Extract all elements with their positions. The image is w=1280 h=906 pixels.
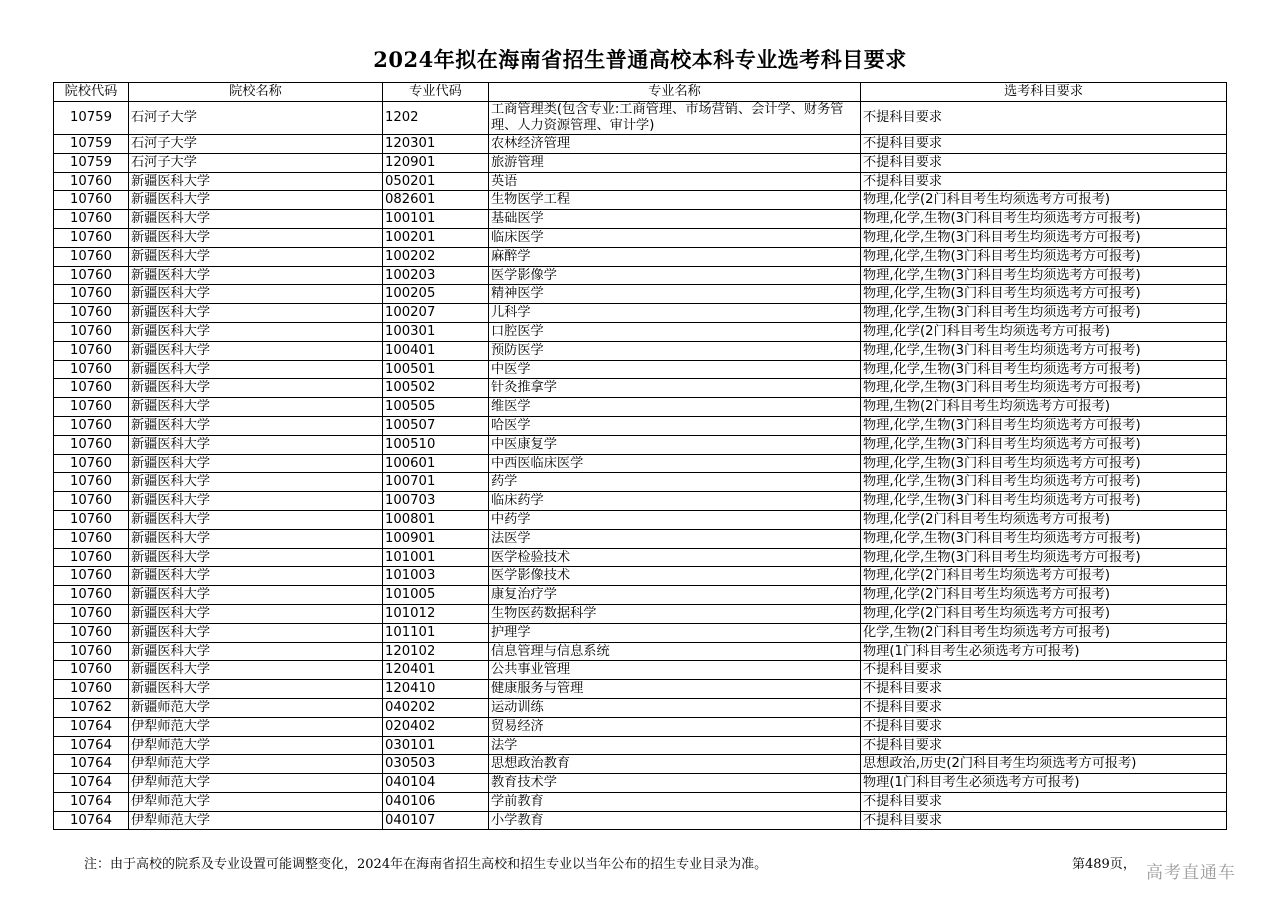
table-row — [54, 661, 1227, 680]
major-name-cell: 教育技术学 — [489, 774, 861, 793]
requirement-cell: 不提科目要求 — [861, 698, 1227, 717]
major-name-cell: 精神医学 — [489, 285, 861, 304]
requirement-cell: 不提科目要求 — [861, 153, 1227, 172]
major-name-cell: 预防医学 — [489, 341, 861, 360]
school-code-cell: 10760 — [54, 228, 129, 247]
major-code-cell: 120301 — [383, 135, 489, 154]
school-code-cell: 10764 — [54, 736, 129, 755]
school-code-cell: 10759 — [54, 102, 129, 135]
table-row — [54, 811, 1227, 830]
major-name-cell: 运动训练 — [489, 698, 861, 717]
watermark: 高考直通车 — [1146, 863, 1236, 883]
major-code-cell: 100502 — [383, 379, 489, 398]
major-code-cell: 050201 — [383, 172, 489, 191]
major-name-cell: 公共事业管理 — [489, 661, 861, 680]
major-code-cell: 120102 — [383, 642, 489, 661]
table-row — [54, 642, 1227, 661]
table-row — [54, 322, 1227, 341]
requirement-cell: 不提科目要求 — [861, 102, 1227, 135]
school-code-cell: 10764 — [54, 755, 129, 774]
major-code-cell: 101012 — [383, 604, 489, 623]
school-code-cell: 10759 — [54, 153, 129, 172]
major-name-cell: 儿科学 — [489, 304, 861, 323]
school-name-cell: 新疆医科大学 — [129, 680, 383, 699]
major-code-cell: 100901 — [383, 529, 489, 548]
requirement-cell: 不提科目要求 — [861, 811, 1227, 830]
school-name-cell: 新疆医科大学 — [129, 492, 383, 511]
major-name-cell: 维医学 — [489, 398, 861, 417]
major-name-cell: 旅游管理 — [489, 153, 861, 172]
requirement-cell: 物理,化学(2门科目考生均须选考方可报考) — [861, 586, 1227, 605]
major-name-cell: 学前教育 — [489, 792, 861, 811]
major-name-cell: 中医康复学 — [489, 435, 861, 454]
table-row — [54, 755, 1227, 774]
table-row — [54, 510, 1227, 529]
table-row — [54, 360, 1227, 379]
school-code-cell: 10760 — [54, 172, 129, 191]
table-body — [54, 102, 1227, 830]
major-name-cell: 健康服务与管理 — [489, 680, 861, 699]
major-code-cell: 020402 — [383, 717, 489, 736]
school-name-cell: 新疆医科大学 — [129, 322, 383, 341]
school-code-cell: 10760 — [54, 454, 129, 473]
school-name-cell: 新疆医科大学 — [129, 341, 383, 360]
requirement-cell: 物理,化学,生物(3门科目考生均须选考方可报考) — [861, 454, 1227, 473]
school-code-cell: 10760 — [54, 341, 129, 360]
school-code-cell: 10760 — [54, 210, 129, 229]
table-row — [54, 341, 1227, 360]
table-row — [54, 285, 1227, 304]
school-code-cell: 10764 — [54, 792, 129, 811]
major-code-cell: 100207 — [383, 304, 489, 323]
major-code-cell: 040202 — [383, 698, 489, 717]
school-code-cell: 10762 — [54, 698, 129, 717]
major-name-cell: 信息管理与信息系统 — [489, 642, 861, 661]
table-row — [54, 548, 1227, 567]
school-name-cell: 新疆医科大学 — [129, 210, 383, 229]
major-name-cell: 贸易经济 — [489, 717, 861, 736]
school-code-cell: 10760 — [54, 322, 129, 341]
major-name-cell: 中西医临床医学 — [489, 454, 861, 473]
requirement-cell: 不提科目要求 — [861, 736, 1227, 755]
school-name-cell: 石河子大学 — [129, 102, 383, 135]
table-row — [54, 172, 1227, 191]
major-name-cell: 口腔医学 — [489, 322, 861, 341]
major-code-cell: 040104 — [383, 774, 489, 793]
footnote: 注：由于高校的院系及专业设置可能调整变化，2024年在海南省招生高校和招生专业以当年公布的招生专业目录为准。 — [84, 857, 768, 872]
major-code-cell: 100201 — [383, 228, 489, 247]
major-name-cell: 法医学 — [489, 529, 861, 548]
table-row — [54, 717, 1227, 736]
header-major-code: 专业代码 — [383, 83, 489, 102]
school-name-cell: 新疆医科大学 — [129, 304, 383, 323]
school-name-cell: 新疆医科大学 — [129, 454, 383, 473]
school-name-cell: 新疆医科大学 — [129, 398, 383, 417]
school-code-cell: 10760 — [54, 623, 129, 642]
major-code-cell: 100701 — [383, 473, 489, 492]
school-name-cell: 新疆师范大学 — [129, 698, 383, 717]
requirement-cell: 物理,生物(2门科目考生均须选考方可报考) — [861, 398, 1227, 417]
requirement-cell: 不提科目要求 — [861, 680, 1227, 699]
school-code-cell: 10760 — [54, 586, 129, 605]
requirement-cell: 物理,化学,生物(3门科目考生均须选考方可报考) — [861, 435, 1227, 454]
school-code-cell: 10760 — [54, 398, 129, 417]
requirement-cell: 物理,化学,生物(3门科目考生均须选考方可报考) — [861, 416, 1227, 435]
major-name-cell: 英语 — [489, 172, 861, 191]
table-row — [54, 529, 1227, 548]
school-code-cell: 10760 — [54, 510, 129, 529]
school-name-cell: 新疆医科大学 — [129, 360, 383, 379]
table-row — [54, 473, 1227, 492]
school-code-cell: 10764 — [54, 774, 129, 793]
school-name-cell: 新疆医科大学 — [129, 416, 383, 435]
school-code-cell: 10760 — [54, 492, 129, 511]
major-code-cell: 101001 — [383, 548, 489, 567]
table-row — [54, 586, 1227, 605]
school-name-cell: 新疆医科大学 — [129, 567, 383, 586]
table-row — [54, 247, 1227, 266]
school-code-cell: 10760 — [54, 360, 129, 379]
major-code-cell: 120410 — [383, 680, 489, 699]
major-name-cell: 工商管理类(包含专业:工商管理、市场营销、会计学、财务管理、人力资源管理、审计学) — [489, 102, 861, 135]
school-code-cell: 10764 — [54, 717, 129, 736]
table-row — [54, 304, 1227, 323]
school-name-cell: 伊犁师范大学 — [129, 755, 383, 774]
table-row — [54, 379, 1227, 398]
table-row — [54, 604, 1227, 623]
major-name-cell: 生物医学工程 — [489, 191, 861, 210]
requirement-cell: 物理,化学,生物(3门科目考生均须选考方可报考) — [861, 210, 1227, 229]
major-code-cell: 101003 — [383, 567, 489, 586]
major-code-cell: 100601 — [383, 454, 489, 473]
school-name-cell: 伊犁师范大学 — [129, 811, 383, 830]
school-name-cell: 新疆医科大学 — [129, 435, 383, 454]
major-code-cell: 120901 — [383, 153, 489, 172]
requirement-cell: 物理,化学(2门科目考生均须选考方可报考) — [861, 510, 1227, 529]
major-name-cell: 医学影像技术 — [489, 567, 861, 586]
requirement-cell: 物理(1门科目考生必须选考方可报考) — [861, 642, 1227, 661]
school-code-cell: 10764 — [54, 811, 129, 830]
table-row — [54, 102, 1227, 135]
document-title: 2024年拟在海南省招生普通高校本科专业选考科目要求 — [373, 47, 907, 72]
table-row — [54, 698, 1227, 717]
school-code-cell: 10760 — [54, 304, 129, 323]
table-row — [54, 210, 1227, 229]
major-name-cell: 思想政治教育 — [489, 755, 861, 774]
table-row — [54, 191, 1227, 210]
requirement-cell: 物理,化学,生物(3门科目考生均须选考方可报考) — [861, 304, 1227, 323]
major-code-cell: 100401 — [383, 341, 489, 360]
major-name-cell: 小学教育 — [489, 811, 861, 830]
major-name-cell: 药学 — [489, 473, 861, 492]
school-code-cell: 10760 — [54, 285, 129, 304]
school-code-cell: 10760 — [54, 379, 129, 398]
school-code-cell: 10760 — [54, 191, 129, 210]
school-name-cell: 伊犁师范大学 — [129, 717, 383, 736]
requirement-cell: 物理,化学(2门科目考生均须选考方可报考) — [861, 604, 1227, 623]
school-name-cell: 新疆医科大学 — [129, 379, 383, 398]
major-name-cell: 临床药学 — [489, 492, 861, 511]
major-code-cell: 100801 — [383, 510, 489, 529]
major-code-cell: 030503 — [383, 755, 489, 774]
header-school-name: 院校名称 — [129, 83, 383, 102]
major-code-cell: 100501 — [383, 360, 489, 379]
major-code-cell: 101005 — [383, 586, 489, 605]
header-major-name: 专业名称 — [489, 83, 861, 102]
school-name-cell: 伊犁师范大学 — [129, 736, 383, 755]
table-row — [54, 153, 1227, 172]
major-name-cell: 法学 — [489, 736, 861, 755]
major-code-cell: 100205 — [383, 285, 489, 304]
major-code-cell: 100510 — [383, 435, 489, 454]
school-name-cell: 石河子大学 — [129, 135, 383, 154]
requirement-cell: 物理,化学,生物(3门科目考生均须选考方可报考) — [861, 529, 1227, 548]
major-name-cell: 哈医学 — [489, 416, 861, 435]
requirement-cell: 物理,化学(2门科目考生均须选考方可报考) — [861, 567, 1227, 586]
school-name-cell: 新疆医科大学 — [129, 247, 383, 266]
major-code-cell: 100507 — [383, 416, 489, 435]
major-name-cell: 护理学 — [489, 623, 861, 642]
school-code-cell: 10760 — [54, 247, 129, 266]
requirement-cell: 物理,化学,生物(3门科目考生均须选考方可报考) — [861, 548, 1227, 567]
major-code-cell: 082601 — [383, 191, 489, 210]
header-subject-requirement: 选考科目要求 — [861, 83, 1227, 102]
major-code-cell: 040106 — [383, 792, 489, 811]
school-name-cell: 新疆医科大学 — [129, 285, 383, 304]
major-name-cell: 临床医学 — [489, 228, 861, 247]
major-name-cell: 医学影像学 — [489, 266, 861, 285]
table-header-row — [54, 83, 1227, 102]
table-row — [54, 228, 1227, 247]
school-name-cell: 伊犁师范大学 — [129, 792, 383, 811]
school-name-cell: 伊犁师范大学 — [129, 774, 383, 793]
school-name-cell: 新疆医科大学 — [129, 586, 383, 605]
major-code-cell: 030101 — [383, 736, 489, 755]
school-code-cell: 10760 — [54, 266, 129, 285]
school-name-cell: 新疆医科大学 — [129, 172, 383, 191]
requirement-cell: 物理,化学(2门科目考生均须选考方可报考) — [861, 322, 1227, 341]
table-row — [54, 567, 1227, 586]
requirement-cell: 不提科目要求 — [861, 135, 1227, 154]
table-row — [54, 680, 1227, 699]
major-code-cell: 1202 — [383, 102, 489, 135]
school-name-cell: 新疆医科大学 — [129, 473, 383, 492]
major-code-cell: 100505 — [383, 398, 489, 417]
major-name-cell: 医学检验技术 — [489, 548, 861, 567]
major-name-cell: 针灸推拿学 — [489, 379, 861, 398]
school-code-cell: 10760 — [54, 661, 129, 680]
requirement-cell: 物理,化学,生物(3门科目考生均须选考方可报考) — [861, 341, 1227, 360]
header-school-code: 院校代码 — [54, 83, 129, 102]
requirement-cell: 思想政治,历史(2门科目考生均须选考方可报考) — [861, 755, 1227, 774]
school-name-cell: 新疆医科大学 — [129, 604, 383, 623]
requirement-cell: 不提科目要求 — [861, 717, 1227, 736]
school-name-cell: 新疆医科大学 — [129, 548, 383, 567]
table-row — [54, 792, 1227, 811]
table-row — [54, 454, 1227, 473]
table-row — [54, 736, 1227, 755]
table-row — [54, 398, 1227, 417]
table-row — [54, 492, 1227, 511]
major-code-cell: 100101 — [383, 210, 489, 229]
school-code-cell: 10760 — [54, 529, 129, 548]
school-name-cell: 新疆医科大学 — [129, 510, 383, 529]
major-code-cell: 100703 — [383, 492, 489, 511]
table-row — [54, 435, 1227, 454]
major-code-cell: 100301 — [383, 322, 489, 341]
major-name-cell: 基础医学 — [489, 210, 861, 229]
requirement-cell: 物理,化学,生物(3门科目考生均须选考方可报考) — [861, 285, 1227, 304]
school-code-cell: 10760 — [54, 680, 129, 699]
requirement-cell: 物理,化学(2门科目考生均须选考方可报考) — [861, 191, 1227, 210]
major-name-cell: 农林经济管理 — [489, 135, 861, 154]
school-code-cell: 10760 — [54, 416, 129, 435]
requirement-cell: 物理,化学,生物(3门科目考生均须选考方可报考) — [861, 360, 1227, 379]
major-code-cell: 100202 — [383, 247, 489, 266]
school-code-cell: 10760 — [54, 642, 129, 661]
table-row — [54, 135, 1227, 154]
requirement-cell: 物理,化学,生物(3门科目考生均须选考方可报考) — [861, 266, 1227, 285]
school-code-cell: 10759 — [54, 135, 129, 154]
requirement-cell: 物理,化学,生物(3门科目考生均须选考方可报考) — [861, 247, 1227, 266]
school-code-cell: 10760 — [54, 435, 129, 454]
school-code-cell: 10760 — [54, 473, 129, 492]
school-name-cell: 石河子大学 — [129, 153, 383, 172]
requirement-cell: 不提科目要求 — [861, 792, 1227, 811]
table-row — [54, 774, 1227, 793]
requirement-cell: 不提科目要求 — [861, 661, 1227, 680]
requirements-table — [53, 82, 1227, 830]
major-code-cell: 120401 — [383, 661, 489, 680]
table-row — [54, 416, 1227, 435]
requirement-cell: 物理(1门科目考生必须选考方可报考) — [861, 774, 1227, 793]
school-name-cell: 新疆医科大学 — [129, 191, 383, 210]
school-code-cell: 10760 — [54, 548, 129, 567]
major-name-cell: 中医学 — [489, 360, 861, 379]
requirement-cell: 物理,化学,生物(3门科目考生均须选考方可报考) — [861, 473, 1227, 492]
school-name-cell: 新疆医科大学 — [129, 642, 383, 661]
page-number: 第489页， — [1072, 857, 1136, 872]
table-row — [54, 266, 1227, 285]
requirement-cell: 化学,生物(2门科目考生均须选考方可报考) — [861, 623, 1227, 642]
school-name-cell: 新疆医科大学 — [129, 529, 383, 548]
school-name-cell: 新疆医科大学 — [129, 266, 383, 285]
requirement-cell: 物理,化学,生物(3门科目考生均须选考方可报考) — [861, 379, 1227, 398]
major-name-cell: 康复治疗学 — [489, 586, 861, 605]
table-row — [54, 623, 1227, 642]
requirement-cell: 物理,化学,生物(3门科目考生均须选考方可报考) — [861, 228, 1227, 247]
school-name-cell: 新疆医科大学 — [129, 228, 383, 247]
school-code-cell: 10760 — [54, 604, 129, 623]
major-name-cell: 生物医药数据科学 — [489, 604, 861, 623]
major-code-cell: 040107 — [383, 811, 489, 830]
requirement-cell: 物理,化学,生物(3门科目考生均须选考方可报考) — [861, 492, 1227, 511]
school-name-cell: 新疆医科大学 — [129, 661, 383, 680]
major-code-cell: 100203 — [383, 266, 489, 285]
school-name-cell: 新疆医科大学 — [129, 623, 383, 642]
major-name-cell: 中药学 — [489, 510, 861, 529]
major-name-cell: 麻醉学 — [489, 247, 861, 266]
school-code-cell: 10760 — [54, 567, 129, 586]
requirement-cell: 不提科目要求 — [861, 172, 1227, 191]
major-code-cell: 101101 — [383, 623, 489, 642]
